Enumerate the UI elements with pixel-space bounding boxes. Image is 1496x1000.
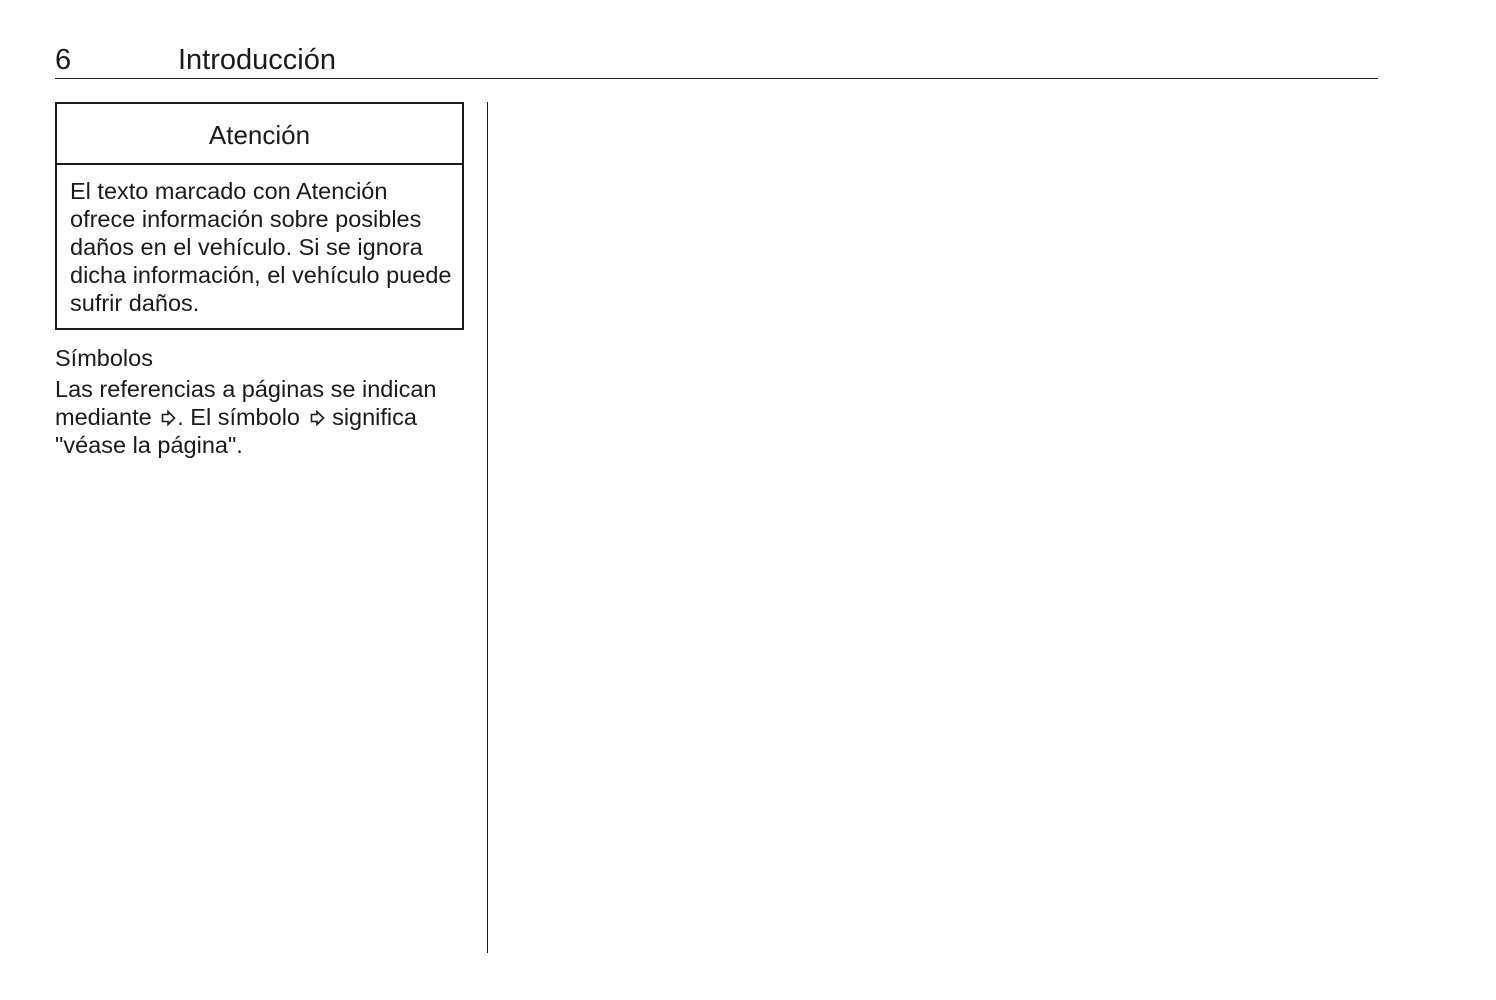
page-reference-arrow-icon [161, 410, 176, 426]
chapter-title: Introducción [178, 44, 336, 76]
page-number: 6 [55, 44, 72, 76]
header-rule [55, 78, 1378, 79]
notice-title: Atención [57, 104, 462, 165]
symbols-text-part-1: Las referencias a páginas se indican mediante [55, 376, 437, 430]
attention-notice-box [55, 102, 464, 330]
notice-body: El texto marcado con Atención ofrece información sobre posibles daños en el vehículo. Si se ignora dicha información, el vehículo puede sufrir daños. [70, 178, 452, 316]
column-divider [487, 102, 488, 953]
page-reference-arrow-icon [310, 410, 325, 426]
symbols-text-part-3: significa "véase la página". [55, 404, 417, 458]
symbols-text-part-2: . El símbolo [177, 404, 300, 430]
symbols-section [55, 343, 475, 459]
symbols-paragraph [55, 375, 475, 459]
symbols-heading: Símbolos [55, 345, 153, 371]
